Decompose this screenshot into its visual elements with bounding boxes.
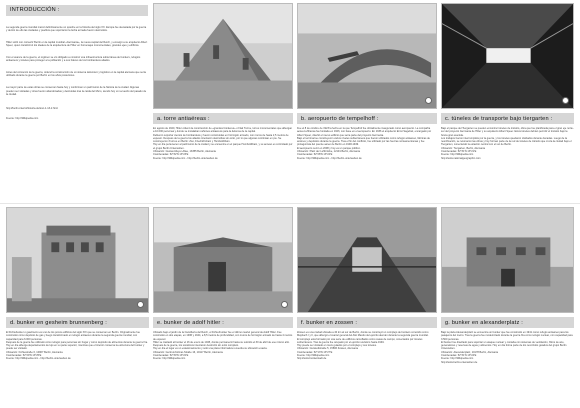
caption-f-title: f. bunker en zossen : <box>301 319 358 326</box>
circle-mark-icon <box>281 301 288 308</box>
caption-e-title: e. bunker de adolf hitler : <box>157 319 224 326</box>
photo-flak-tower <box>153 3 293 109</box>
intro-paragraph-3: Con el avance de la guerra, el régimen se vio obligado a construir una infraestructura subterránea de bunkers, refugios antiaéreos y túneles para proteger a la población y a sus líderes de los bombardeos aliados. <box>6 55 141 63</box>
photo-fichtebunker <box>6 207 149 313</box>
caption-f <box>297 317 437 328</box>
caption-b-title: b. aeropuerto de tempelhoff : <box>301 115 379 122</box>
text-f: Zossen es una ciudad ubicada a 40 km al sur de Berlín, donde se construyó un complejo de bunkers conocido como Maybach I y II, que albergó el cuartel general del Alto Mando del ejército alemán durante la segunda guerra mundial. El complejo está formado por una serie de edificios camuflados como casas de campo, conectados por túneles subterráneos. Tras la guerra fue ocupado por el ejército soviético hasta 1994. Hoy puede ser visitado en tours guiados por el complejo y sus túneles. Ubicación: Gutstedtstraße 5, 15806 Zossen, Alemania Coordenadas: 52°13′N 13°27′E Fuente: http://Wikipedia.com http://www.bunkerstadt.de <box>297 331 429 361</box>
circle-mark-icon <box>137 301 144 308</box>
text-d: El Fichtebunker o gasómetro es uno de los pocos edificios del siglo XIX que se conservan en Berlín. Originalmente fue construido como depósito de gas y luego transformado en refugio antiaéreo durante la segunda guerra mundial, con capacidad para 6.000 personas. Después de la guerra fue utilizado como refugio para personas sin hogar y como depósito de alimentos durante la guerra fría. Hoy en día alberga departamentos de lujo en su parte superior, mientras que el interior conserva la estructura del bunker y puede ser visitado. Ubicación: Fichtestraße 6, 10967 Berlín, Alemania Coordenadas: 52°29′N 13°25′E Fuente: http://Wikipedia.com - http://berlin-unterwelten.de <box>6 331 148 361</box>
caption-b <box>297 113 437 124</box>
photo-zossen <box>297 207 437 313</box>
intro-paragraph-2: Hitler soñó con convertir Berlín en la capital mundial «Germania», la nueva capital del Reich, y encargó a su arquitecto Albert Speer, quien transformó los ideales de la arquitectura de Hitler en homenajes monumentales, grandes ejes y edificios. <box>6 40 148 48</box>
photo-alexanderplatz <box>441 207 574 313</box>
caption-g-title: g. bunker en alexanderplatz : <box>445 319 523 326</box>
text-e: Ubicado bajo el jardín de la Cancillería del Reich, el Führerbunker fue el último cuartel general de Adolf Hitler. Fue construido en dos etapas, en 1936 y 1944, a 8,5 metros de profundidad, con muros de hormigón armado de hasta 4 metros de espesor. Hitler se trasladó al bunker el 16 de enero de 1945, donde permaneció hasta su suicidio el 30 de abril de ese mismo año. Después de la guerra, los soviéticos intentaron destruirlo sin éxito completo. Hoy en día el lugar es un estacionamiento y solo una placa informativa recuerda su ubicación exacta. Ubicación: Gertrud-Kolmar-Straße 16, 10117 Berlín, Alemania Coordenadas: 52°30′N 13°22′E Fuente: http://Wikipedia.com <box>153 331 293 361</box>
intro-paragraph-5: La mayor parte de estas obras se conservan hasta hoy y conforman un patrimonio de la historia de la ciudad. Algunas pueden ser visitadas y otras fueron abandonadas y destruidas tras la caída del Muro, siendo hoy un recuerdo del pasado de la ciudad. <box>6 86 147 96</box>
intro-text <box>6 19 148 187</box>
caption-a <box>153 113 293 124</box>
photo-tempelhof-aerial <box>297 3 437 109</box>
caption-g <box>441 317 574 328</box>
photo-tiergarten-tunnel <box>441 3 574 109</box>
text-b: Fue el 8 de octubre de 1923 la fecha en la que Tempelhof fue oficialmente inaugurado como aeropuerto. La compañía aérea Lufthansa fue fundada en 1926, con base en el aeropuerto. En 1936 el arquitecto Ernst Sagebiel, encargado por Albert Speer, diseñó el nuevo edificio que sería parte del proyecto Germania. Bajo el terminal se construyeron varios niveles subterráneos que fueron utilizados como refugio antiaéreo, fábricas de aviones y depósitos durante la guerra. Tras el fin del conflicto, fue utilizado por las fuerzas norteamericanas y fue protagonista del puente aéreo de Berlín en 1948-1949. El aeropuerto cerró en 2008 y hoy es un parque público. Ubicación: Platz der Luftbrücke, 12101 Berlín, Alemania Coordenadas: 52°28′N 13°24′E Fuente: http://Wikipedia.com - http://berlin-unterwelten.de <box>297 127 432 160</box>
caption-c <box>441 113 574 124</box>
intro-title: INTRODUCCIÓN : <box>6 5 148 16</box>
intro-paragraph-4: Antes del comienzo de la guerra, ordenó la construcción de un sistema defensivo y logístico en la capital alemana que sería utilizado durante la guerra por Berlín en los años posteriores. <box>6 71 147 78</box>
caption-d <box>6 317 149 328</box>
text-a: En agosto de 1940, Hitler ordenó la construcción de «grandes búnkeres» o Flak Turme, torres monumentales que albergan a 10.000 personas y donde se instalaban cañones antiaéreos para la defensa de la capital. Debieron soportar cientos de bombardeos y fueron construidas en hormigón armado, con muros de hasta 2,5 metros de espesor. Después de la guerra los aliados intentaron destruirlas sin éxito, por lo que algunas continúan en pie. Se construyeron 3 torres en Berlín: Zoo, Friedrichshain y Humboldthain. Hoy en día pertenecen al patrimonio de la ciudad y se encuentra en el parque Humboldthain, y su acceso es controlado por el grupo Berlin Unterwelten. Ubicación: Gustav-Meyer-Allee, 13355 Berlín, Alemania Coordenadas: 52°32′N 13°23′E Fuente: http://Wikipedia.com - http://berlin-unterwelten.de <box>153 127 293 160</box>
intro-link[interactable]: http://berlin-interiorhistoria.de/tour-1-13-2.html <box>6 106 58 110</box>
text-c: Bajo el parque del Tiergarten se pueden encontrar túneles de tránsito, obra que fue planificada para el gran eje norte-sur del proyecto Germania de Hitler y su arquitecto Albert Speer. Estos túneles debían permitir el tránsito bajo la futura gran avenida. Los trabajos fueron interrumpidos por la guerra, y los túneles quedaron olvidados durante décadas. Luego de la reunificación, se retomaron las obras y hoy forman parte de la red de túneles de tránsito que cruza la ciudad bajo el Tiergarten, conectando la estación central con el sur de Berlín. Ubicación: Tiergarten, Berlín, Alemania Coordenadas: 52°31′N 13°21′E Fuente: http://Wikipedia.com http://www.nationalgeographic.com <box>441 127 574 160</box>
text-g: Bajo la plaza Alexanderplatz se encuentra un bunker que fue construido en 1941 como refugio antiaéreo para los pasajeros del metro. Tras la guerra fue modernizado durante la guerra fría como refugio nuclear, con capacidad para 3.500 personas. El bunker fue diseñado para soportar un ataque nuclear y contaba con sistemas de ventilación, filtros de aire, generadores y reservas de agua y alimentos. Hoy en día forma parte de los recorridos guiados del grupo Berlin Unterwelten. Ubicación: Alexanderplatz, 10178 Berlín, Alemania Coordenadas: 52°31′N 13°24′E Fuente: http://Wikipedia.com http://www.berlin-unterwelten.de <box>441 331 573 364</box>
caption-e <box>153 317 293 328</box>
circle-mark-icon <box>562 97 569 104</box>
row-divider <box>0 203 580 204</box>
photo-fuhrerbunker <box>153 207 293 313</box>
intro-paragraph-1: La segunda guerra mundial marcó definitivamente un quiebre en la historia del siglo XX. Europa fue devastada por la guerra y dentro de ello las ciudades y pueblos que soportaron la lucha armada fueron destruidos. <box>6 25 147 32</box>
circle-mark-icon <box>425 97 432 104</box>
caption-a-title: a. torre antiaéreas : <box>157 115 210 122</box>
intro-source: Fuente: http://Wikipedia.com <box>6 116 39 120</box>
caption-d-title: d. bunker en gesheim brunnenberg : <box>10 319 107 326</box>
caption-c-title: c. túneles de transporte bajo tiergarten : <box>445 115 553 122</box>
